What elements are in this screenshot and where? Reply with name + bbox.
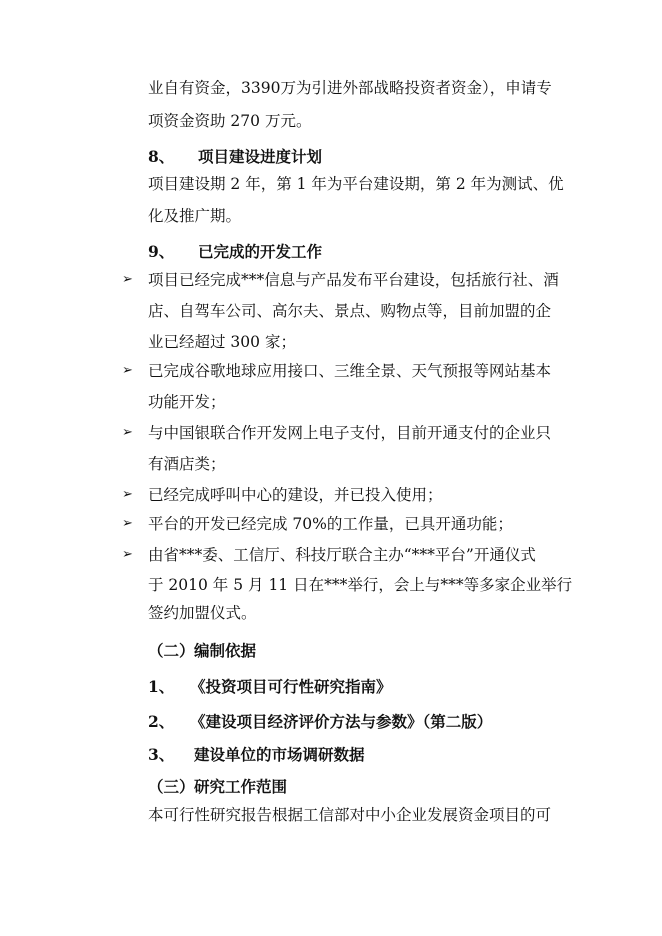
- heading-number: （三）: [148, 777, 195, 796]
- list-item-line: 由省***委、工信厅、科技厅联合主办“***平台”开通仪式: [148, 546, 536, 564]
- heading-text: 编制依据: [194, 641, 257, 660]
- heading-text: 项目建设进度计划: [198, 147, 323, 166]
- reference-text: 建设单位的市场调研数据: [194, 745, 365, 764]
- list-item-line: 于 2010 年 5 月 11 日在***举行，会上与***等多家企业举行: [148, 576, 573, 594]
- bullet-arrow-icon: ➢: [122, 272, 133, 287]
- section-heading-9: [148, 242, 322, 262]
- heading-number: 8、: [148, 147, 175, 166]
- list-item-line: 平台的开发已经完成 70%的工作量，已具开通功能；: [148, 515, 513, 533]
- heading-text: 已完成的开发工作: [198, 242, 323, 261]
- section-heading-3: [148, 777, 287, 797]
- list-item-line: 签约加盟仪式。: [148, 604, 257, 622]
- list-item-line: 项目已经完成***信息与产品发布平台建设，包括旅行社、酒: [148, 271, 559, 289]
- reference-item-3: [148, 745, 365, 765]
- paragraph-line: 本可行性研究报告根据工信部对中小企业发展资金项目的可: [148, 806, 552, 824]
- list-item-line: 有酒店类；: [148, 455, 226, 473]
- reference-text: 《建设项目经济评价方法与参数》（第二版）: [190, 712, 493, 731]
- section-heading-2: [148, 641, 256, 661]
- paragraph-line: 业自有资金，3390万为引进外部战略投资者资金），申请专: [148, 79, 552, 97]
- bullet-arrow-icon: ➢: [122, 516, 133, 531]
- reference-item-1: [148, 677, 392, 697]
- bullet-arrow-icon: ➢: [122, 487, 133, 502]
- heading-number: （二）: [148, 641, 195, 660]
- list-item-line: 与中国银联合作开发网上电子支付，目前开通支付的企业只: [148, 424, 552, 442]
- reference-number: 2、: [148, 712, 175, 731]
- paragraph-line: 项资金资助 270 万元。: [148, 112, 312, 130]
- paragraph-line: 化及推广期。: [148, 207, 242, 225]
- reference-item-2: [148, 712, 492, 732]
- paragraph-line: 项目建设期 2 年，第 1 年为平台建设期，第 2 年为测试、优: [148, 175, 564, 193]
- list-item-line: 店、自驾车公司、高尔夫、景点、购物点等，目前加盟的企: [148, 302, 552, 320]
- reference-number: 3、: [148, 745, 175, 764]
- bullet-arrow-icon: ➢: [122, 363, 133, 378]
- reference-number: 1、: [148, 677, 175, 696]
- list-item-line: 功能开发；: [148, 393, 226, 411]
- bullet-arrow-icon: ➢: [122, 547, 133, 562]
- heading-number: 9、: [148, 242, 175, 261]
- bullet-arrow-icon: ➢: [122, 425, 133, 440]
- heading-text: 研究工作范围: [194, 777, 288, 796]
- list-item-line: 业已经超过 300 家；: [148, 333, 296, 351]
- list-item-line: 已完成谷歌地球应用接口、三维全景、天气预报等网站基本: [148, 362, 552, 380]
- reference-text: 《投资项目可行性研究指南》: [190, 677, 392, 696]
- section-heading-8: [148, 147, 322, 167]
- list-item-line: 已经完成呼叫中心的建设，并已投入使用；: [148, 486, 443, 504]
